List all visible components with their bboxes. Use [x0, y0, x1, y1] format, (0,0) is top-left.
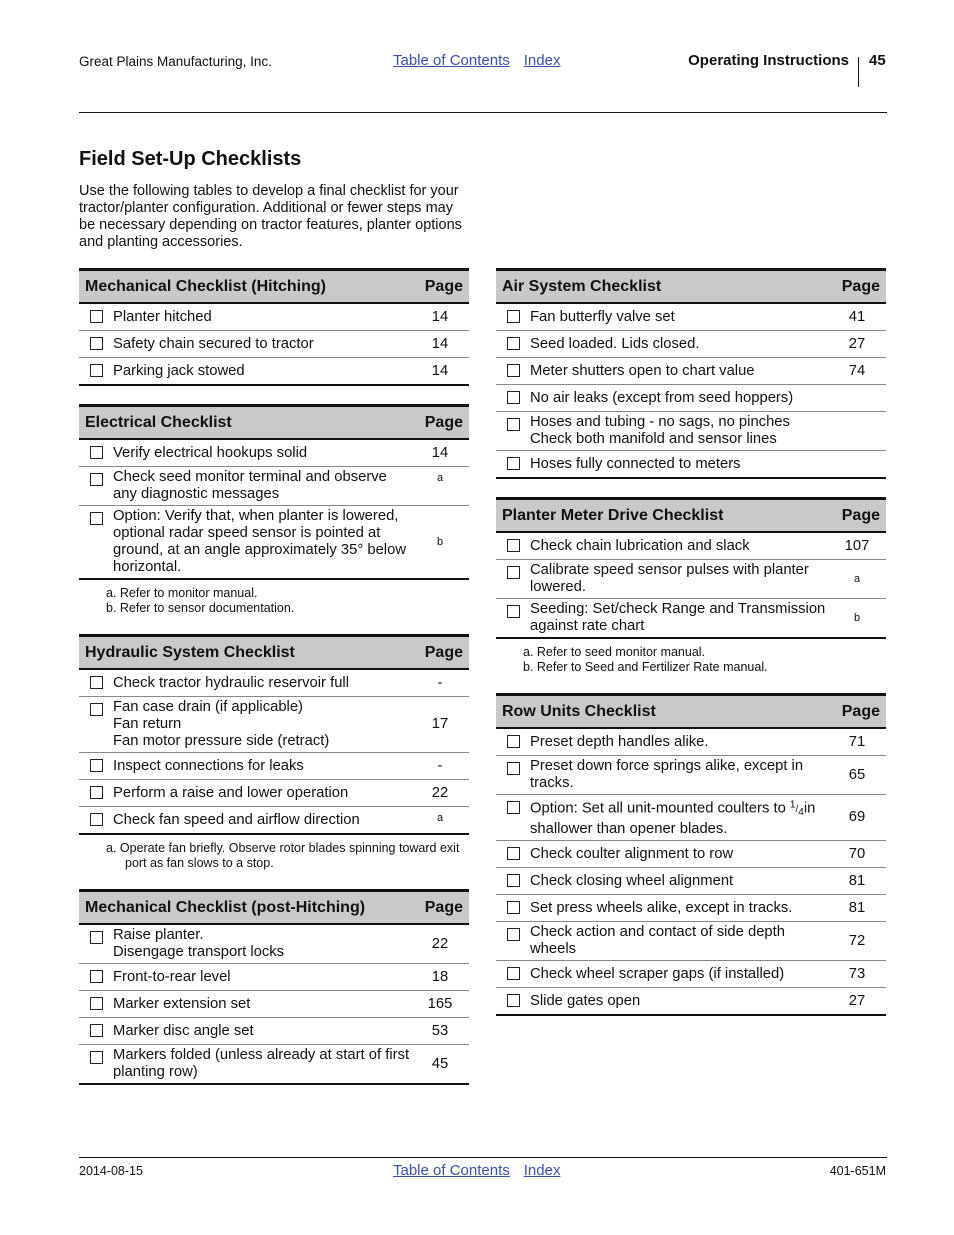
item-line: Hoses and tubing - no sags, no pinches: [530, 414, 790, 430]
checkbox[interactable]: [507, 735, 520, 748]
item-page: 69: [828, 795, 886, 841]
table-title: Electrical Checklist: [79, 406, 411, 440]
section-name: Operating Instructions: [688, 52, 849, 69]
checkbox[interactable]: [507, 605, 520, 618]
item-line: Fan motor pressure side (retract): [113, 733, 330, 749]
item-page: -: [411, 753, 469, 780]
page-title: Field Set-Up Checklists: [79, 148, 302, 170]
table-row: [79, 991, 469, 1018]
publication-date: 2014-08-15: [79, 1164, 143, 1178]
checkbox[interactable]: [507, 847, 520, 860]
checkbox[interactable]: [507, 901, 520, 914]
page-header: [0, 0, 954, 114]
checkbox[interactable]: [507, 762, 520, 775]
checkbox[interactable]: [507, 310, 520, 323]
footnote: b. Refer to sensor documentation.: [106, 601, 295, 615]
table-row: [79, 331, 469, 358]
row-units-table: [496, 693, 886, 1016]
table-row: [79, 1018, 469, 1045]
table-row: [496, 961, 886, 988]
item-line: Fan return: [113, 716, 182, 732]
fraction: 1/4: [789, 800, 804, 819]
table-title: Row Units Checklist: [496, 695, 828, 729]
item-text: Parking jack stowed: [113, 358, 411, 386]
table-row: [496, 795, 886, 841]
item-text: Check wheel scraper gaps (if installed): [530, 961, 828, 988]
item-page: 27: [828, 331, 886, 358]
item-page: 73: [828, 961, 886, 988]
footnotes: [79, 835, 469, 871]
footnotes: [496, 639, 886, 675]
table-row: [79, 669, 469, 697]
item-text: Fan butterfly valve set: [530, 303, 828, 331]
checkbox[interactable]: [90, 759, 103, 772]
checkbox[interactable]: [90, 676, 103, 689]
item-text: Slide gates open: [530, 988, 828, 1016]
item-footnote-ref: a: [828, 560, 886, 599]
table-row: [79, 467, 469, 506]
checkbox[interactable]: [90, 337, 103, 350]
table-title: Air System Checklist: [496, 270, 828, 304]
checkbox[interactable]: [507, 967, 520, 980]
item-line: Raise planter.: [113, 927, 204, 943]
checkbox[interactable]: [507, 391, 520, 404]
mechanical-post-hitching-table: [79, 889, 469, 1085]
table-row: [79, 358, 469, 386]
item-text: Set press wheels alike, except in tracks.: [530, 895, 828, 922]
table-row: [496, 560, 886, 599]
item-footnote-ref: a: [411, 807, 469, 835]
checkbox[interactable]: [90, 970, 103, 983]
item-text: Check coulter alignment to row: [530, 841, 828, 868]
item-text: Marker disc angle set: [113, 1018, 411, 1045]
air-system-table: [496, 268, 886, 479]
checkbox[interactable]: [90, 813, 103, 826]
checkbox[interactable]: [90, 1051, 103, 1064]
table-row: [496, 532, 886, 560]
table-row: [496, 599, 886, 639]
item-page: 14: [411, 303, 469, 331]
page-column-header: Page: [411, 270, 469, 304]
page-column-header: Page: [411, 406, 469, 440]
item-text: Hoses fully connected to meters: [530, 451, 828, 479]
table-row: [496, 728, 886, 756]
table-row: [496, 358, 886, 385]
table-row: [496, 331, 886, 358]
item-text: Safety chain secured to tractor: [113, 331, 411, 358]
item-text-part: Option: Set all unit-mounted coulters to: [530, 800, 790, 817]
item-line: Disengage transport locks: [113, 944, 285, 960]
company-name: Great Plains Manufacturing, Inc.: [79, 54, 272, 69]
table-title: Mechanical Checklist (Hitching): [79, 270, 411, 304]
item-text: Inspect connections for leaks: [113, 753, 411, 780]
page-column-header: Page: [828, 499, 886, 533]
table-row: [79, 807, 469, 835]
page-column-header: Page: [411, 636, 469, 670]
table-row: [496, 868, 886, 895]
footnotes: [79, 580, 469, 616]
footer-rule: [79, 1157, 887, 1158]
fraction-denominator: 4: [798, 807, 804, 819]
page-column-header: Page: [828, 270, 886, 304]
item-page: 41: [828, 303, 886, 331]
item-page: 81: [828, 868, 886, 895]
item-page: 22: [411, 780, 469, 807]
item-text: Check tractor hydraulic reservoir full: [113, 669, 411, 697]
header-nav: [393, 52, 560, 69]
table-title: Planter Meter Drive Checklist: [496, 499, 828, 533]
item-page: [828, 385, 886, 412]
item-text: Check chain lubrication and slack: [530, 532, 828, 560]
table-row: [496, 988, 886, 1016]
footer-nav: [393, 1162, 560, 1179]
item-text: Check action and contact of side depth wheels: [530, 922, 828, 961]
item-page: 22: [411, 924, 469, 964]
item-page: 53: [411, 1018, 469, 1045]
checkbox[interactable]: [507, 994, 520, 1007]
checkbox[interactable]: [507, 337, 520, 350]
table-row: [496, 841, 886, 868]
table-of-contents-link[interactable]: Table of Contents: [393, 1162, 510, 1179]
table-row: [496, 412, 886, 451]
item-page: 81: [828, 895, 886, 922]
checkbox[interactable]: [90, 997, 103, 1010]
footnote: a. Refer to monitor manual.: [106, 586, 258, 600]
item-page: 74: [828, 358, 886, 385]
item-text: Option: Verify that, when planter is lowered, optional radar speed sensor is pointed at ground, at an angle approximately 35° below horizontal.: [113, 506, 411, 580]
table-row: [496, 385, 886, 412]
item-text: Calibrate speed sensor pulses with planter lowered.: [530, 560, 828, 599]
page-number: 45: [869, 52, 886, 69]
item-page: 14: [411, 358, 469, 386]
item-page: [828, 451, 886, 479]
item-text-part: in shallower than opener blades.: [530, 800, 816, 838]
item-page: 107: [828, 532, 886, 560]
checkbox[interactable]: [90, 1024, 103, 1037]
item-page: 14: [411, 331, 469, 358]
item-page: 71: [828, 728, 886, 756]
table-row: [79, 780, 469, 807]
right-column: [496, 268, 886, 1016]
header-divider: [858, 57, 859, 87]
item-line: Fan case drain (if applicable): [113, 699, 303, 715]
item-page: 17: [411, 697, 469, 753]
item-page: 165: [411, 991, 469, 1018]
header-rule: [79, 112, 887, 113]
index-link[interactable]: Index: [523, 52, 561, 69]
checkbox[interactable]: [90, 512, 103, 525]
table-row: [79, 697, 469, 753]
item-page: 65: [828, 756, 886, 795]
item-text: Check closing wheel alignment: [530, 868, 828, 895]
footnote: b. Refer to Seed and Fertilizer Rate manual.: [523, 660, 768, 674]
checkbox[interactable]: [90, 473, 103, 486]
checkbox[interactable]: [90, 446, 103, 459]
item-text: Markers folded (unless already at start of first planting row): [113, 1045, 411, 1085]
table-row: [496, 895, 886, 922]
checkbox[interactable]: [90, 364, 103, 377]
checkbox[interactable]: [507, 566, 520, 579]
checkbox[interactable]: [90, 931, 103, 944]
checkbox[interactable]: [507, 539, 520, 552]
document-number: 401-651M: [829, 1164, 886, 1178]
item-page: 14: [411, 439, 469, 467]
footnote: a. Refer to seed monitor manual.: [523, 645, 706, 659]
table-of-contents-link[interactable]: Table of Contents: [393, 52, 510, 69]
table-row: [496, 303, 886, 331]
item-text: Preset depth handles alike.: [530, 728, 828, 756]
table-row: [79, 439, 469, 467]
item-text: Verify electrical hookups solid: [113, 439, 411, 467]
checkbox[interactable]: [90, 703, 103, 716]
planter-meter-drive-table: [496, 497, 886, 639]
item-text: Planter hitched: [113, 303, 411, 331]
item-page: 70: [828, 841, 886, 868]
footnote: a. Operate fan briefly. Observe rotor blades spinning toward exit port as fan slows to a stop.: [106, 841, 460, 870]
checkbox[interactable]: [507, 418, 520, 431]
checkbox[interactable]: [507, 928, 520, 941]
item-text: [113, 697, 411, 753]
table-row: [79, 924, 469, 964]
intro-paragraph: Use the following tables to develop a final checklist for your tractor/planter configuration. Additional or fewer steps may be necessary depending on tractor features, planter options and planting accessories.: [79, 183, 462, 250]
item-text: Preset down force springs alike, except in tracks.: [530, 756, 828, 795]
item-text: [530, 795, 828, 841]
item-page: [828, 412, 886, 451]
table-title: Mechanical Checklist (post-Hitching): [79, 891, 411, 925]
page-column-header: Page: [411, 891, 469, 925]
hydraulic-table: [79, 634, 469, 835]
table-row: [79, 303, 469, 331]
item-footnote-ref: b: [411, 506, 469, 580]
checkbox[interactable]: [507, 364, 520, 377]
item-page: 27: [828, 988, 886, 1016]
table-row: [79, 1045, 469, 1085]
table-row: [79, 753, 469, 780]
item-page: -: [411, 669, 469, 697]
item-text: Meter shutters open to chart value: [530, 358, 828, 385]
item-footnote-ref: a: [411, 467, 469, 506]
page-column-header: Page: [828, 695, 886, 729]
checkbox[interactable]: [507, 457, 520, 470]
item-text: [113, 924, 411, 964]
item-text: Front-to-rear level: [113, 964, 411, 991]
item-line: Check both manifold and sensor lines: [530, 431, 777, 447]
left-column: [79, 268, 469, 1085]
table-row: [79, 506, 469, 580]
table-row: [496, 451, 886, 479]
table-row: [79, 964, 469, 991]
table-row: [496, 756, 886, 795]
item-page: 72: [828, 922, 886, 961]
electrical-table: [79, 404, 469, 580]
checkbox[interactable]: [507, 801, 520, 814]
item-text: Marker extension set: [113, 991, 411, 1018]
item-text: Check fan speed and airflow direction: [113, 807, 411, 835]
item-text: Check seed monitor terminal and observe any diagnostic messages: [113, 467, 411, 506]
table-row: [496, 922, 886, 961]
item-text: Seeding: Set/check Range and Transmission against rate chart: [530, 599, 828, 639]
checkbox[interactable]: [507, 874, 520, 887]
item-page: 45: [411, 1045, 469, 1085]
checkbox[interactable]: [90, 786, 103, 799]
checkbox[interactable]: [90, 310, 103, 323]
item-text: Perform a raise and lower operation: [113, 780, 411, 807]
item-text: No air leaks (except from seed hoppers): [530, 385, 828, 412]
item-page: 18: [411, 964, 469, 991]
item-text: [530, 412, 828, 451]
mechanical-hitching-table: [79, 268, 469, 386]
item-footnote-ref: b: [828, 599, 886, 639]
item-text: Seed loaded. Lids closed.: [530, 331, 828, 358]
table-title: Hydraulic System Checklist: [79, 636, 411, 670]
fraction-numerator: 1: [789, 800, 796, 811]
index-link[interactable]: Index: [523, 1162, 561, 1179]
